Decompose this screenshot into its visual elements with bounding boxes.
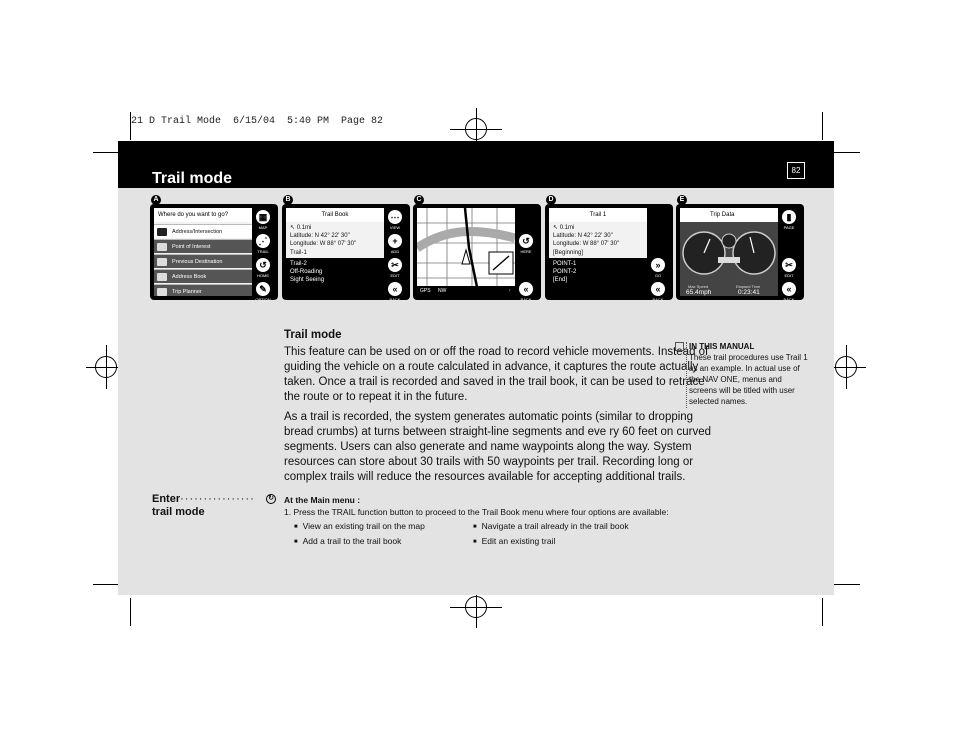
back-icon: «: [388, 282, 402, 296]
home-icon: ↺: [256, 258, 270, 272]
note-divider: [686, 342, 688, 408]
recording-paragraph: As a trail is recorded, the system generates automatic points (similar to dropping bread crumbs) at turns between straight-line segments and eve ry 60 feet on curved segments. Users can also generate and name waypoints along the way. System resources can store about 30 trails with 50 waypoints per trail. Recording long or complex trails will reduce the resources available for accepting additional trails.: [284, 411, 712, 483]
crop-mark: [832, 584, 860, 585]
side-button-column: [515, 208, 537, 300]
distance-readout: ↖ 0.1mi: [553, 225, 575, 231]
back-button[interactable]: « BACK: [783, 284, 795, 300]
back-button[interactable]: « BACK: [652, 284, 664, 300]
crop-mark: [130, 112, 131, 140]
north-arrow-icon: ↑: [508, 288, 511, 294]
map-icon: [157, 228, 167, 236]
home-button[interactable]: ↺ HOME: [257, 260, 269, 278]
longitude-readout: Longitude: W 88° 07' 30": [290, 241, 357, 247]
previous-icon: [157, 258, 167, 266]
back-icon: «: [651, 282, 665, 296]
bullet-item: ■ Add a trail to the trail book: [294, 536, 401, 549]
view-button[interactable]: ⋯ VIEW: [389, 212, 401, 230]
screen-header: Trail 1: [549, 208, 647, 222]
screen-a-main-menu: [150, 204, 278, 300]
here-button[interactable]: ↺ HERE: [520, 236, 532, 254]
menu-item[interactable]: Previous Destination: [154, 254, 252, 268]
max-speed-readout: 65.4mph: [686, 289, 712, 296]
page-icon: ▮: [782, 210, 796, 224]
menu-item[interactable]: Point of Interest: [154, 239, 252, 253]
screen-b-badge: B: [283, 195, 293, 205]
manual-icon: [675, 342, 684, 351]
note-title: IN THIS MANUAL: [689, 342, 755, 351]
gauges: [680, 223, 778, 287]
screen-header: Trail Book: [286, 208, 384, 222]
crop-mark: [832, 152, 860, 153]
screen-a-badge: A: [151, 195, 161, 205]
menu-item[interactable]: Address/Intersection: [154, 224, 252, 238]
latitude-readout: Latitude: N 42° 22' 30": [290, 233, 350, 239]
registration-line: [106, 345, 107, 389]
edit-button[interactable]: ✂ EDIT: [778, 256, 800, 280]
gps-indicator: GPS: [420, 288, 431, 294]
screen-c-badge: C: [414, 195, 424, 205]
map-button[interactable]: ▦ MAP: [252, 208, 274, 232]
time-label: Elapsed Time: [736, 284, 761, 289]
crop-mark: [93, 584, 121, 585]
wrench-icon: ✎: [256, 282, 270, 296]
plus-icon: +: [388, 234, 402, 248]
back-icon: «: [782, 282, 796, 296]
longitude-readout: Longitude: W 88° 07' 30": [553, 241, 620, 247]
crop-mark: [93, 152, 121, 153]
bullet-item: ■ View an existing trail on the map: [294, 521, 425, 534]
trail-button[interactable]: ⋰ TRAIL: [257, 236, 269, 254]
arrow-circle-icon: ↻: [266, 494, 276, 504]
manual-note: [689, 341, 811, 407]
elapsed-time-readout: 0:23:41: [738, 289, 760, 296]
back-button[interactable]: « BACK: [389, 284, 401, 300]
enter-heading: Enter················ trail mode: [152, 493, 255, 518]
screen-header: Trip Data: [680, 208, 778, 222]
latitude-readout: Latitude: N 42° 22' 30": [553, 233, 613, 239]
planner-icon: [157, 288, 167, 296]
menu-item[interactable]: Trip Planner: [154, 284, 252, 296]
back-button[interactable]: « BACK: [520, 284, 532, 300]
point-item[interactable]: POINT-2: [553, 269, 577, 275]
go-arrows-icon: »: [651, 258, 665, 272]
go-button[interactable]: » GO: [647, 256, 669, 280]
print-slug: 21 D Trail Mode 6/15/04 5:40 PM Page 82: [131, 116, 384, 127]
point-item[interactable]: [End]: [553, 277, 568, 283]
trail-item[interactable]: Off-Roading: [290, 269, 323, 275]
speed-label: Max Speed: [688, 284, 709, 289]
point-item[interactable]: POINT-1: [553, 261, 577, 267]
book-icon: [157, 273, 167, 281]
page-number: 82: [787, 162, 805, 179]
add-button[interactable]: + ADD: [384, 232, 406, 256]
side-button-column: [384, 208, 406, 300]
point-list: [549, 258, 647, 296]
screen-c-map: [413, 204, 541, 300]
intro-paragraph: This feature can be used on or off the road to record vehicle movements. Instead of guiding the vehicle on a route calculated in advance, it captures the route actually taken. Once a trail is recorded and saved in the trail book, it can be used to retrace the route or to repeat it in the future.: [284, 346, 709, 403]
crop-mark: [822, 112, 823, 140]
edit-button[interactable]: ✂ EDIT: [384, 256, 406, 280]
screen-e-badge: E: [677, 195, 687, 205]
scissors-icon: ✂: [782, 258, 796, 272]
point-item[interactable]: [Beginning]: [553, 250, 584, 256]
page-title: Trail mode: [152, 170, 233, 187]
side-button-column: [778, 208, 800, 300]
dot-leader: ················: [180, 493, 255, 505]
screen-d-trail-detail: [545, 204, 673, 300]
bullet-item: ■ Navigate a trail already in the trail book: [473, 521, 629, 534]
trail-item[interactable]: Trail-2: [290, 261, 307, 267]
screen-d-badge: D: [546, 195, 556, 205]
registration-line: [846, 345, 847, 389]
distance-readout: ↖ 0.1mi: [290, 225, 312, 231]
note-body: These trail procedures use Trail 1 as an example. In actual use of the NAV ONE, menus and screens will be titled with user selected names.: [689, 353, 808, 406]
step-heading: At the Main menu :: [284, 495, 361, 505]
map-status-bar: [417, 286, 515, 296]
crop-mark: [130, 598, 131, 626]
screen-b-trail-book: [282, 204, 410, 300]
trail-list: [286, 258, 384, 296]
map-canvas[interactable]: [417, 208, 515, 287]
view-icon: ⋯: [388, 210, 402, 224]
page-button[interactable]: ▮ PAGE: [783, 212, 795, 230]
menu-item[interactable]: Address Book: [154, 269, 252, 283]
step-1: 1. Press the TRAIL function button to proceed to the Trail Book menu where four options are available:: [284, 507, 669, 517]
here-icon: ↺: [519, 234, 533, 248]
trail-icon: ⋰: [256, 234, 270, 248]
poi-icon: [157, 243, 167, 251]
side-button-column: [252, 208, 274, 300]
screen-header: Where do you want to go?: [154, 208, 252, 222]
screen-e-trip-data: [676, 204, 804, 300]
trail-item[interactable]: Sight Seeing: [290, 277, 325, 283]
option-button[interactable]: ✎ OPTION: [255, 284, 271, 300]
back-icon: «: [519, 282, 533, 296]
bullet-item: ■ Edit an existing trail: [473, 536, 555, 549]
heading-readout: NW: [437, 288, 447, 294]
map-icon: ▦: [256, 210, 270, 224]
trail-item[interactable]: Trail-1: [290, 250, 307, 256]
side-button-column: [647, 208, 669, 300]
scissors-icon: ✂: [388, 258, 402, 272]
section-title: Trail mode: [284, 329, 342, 341]
crop-mark: [822, 598, 823, 626]
